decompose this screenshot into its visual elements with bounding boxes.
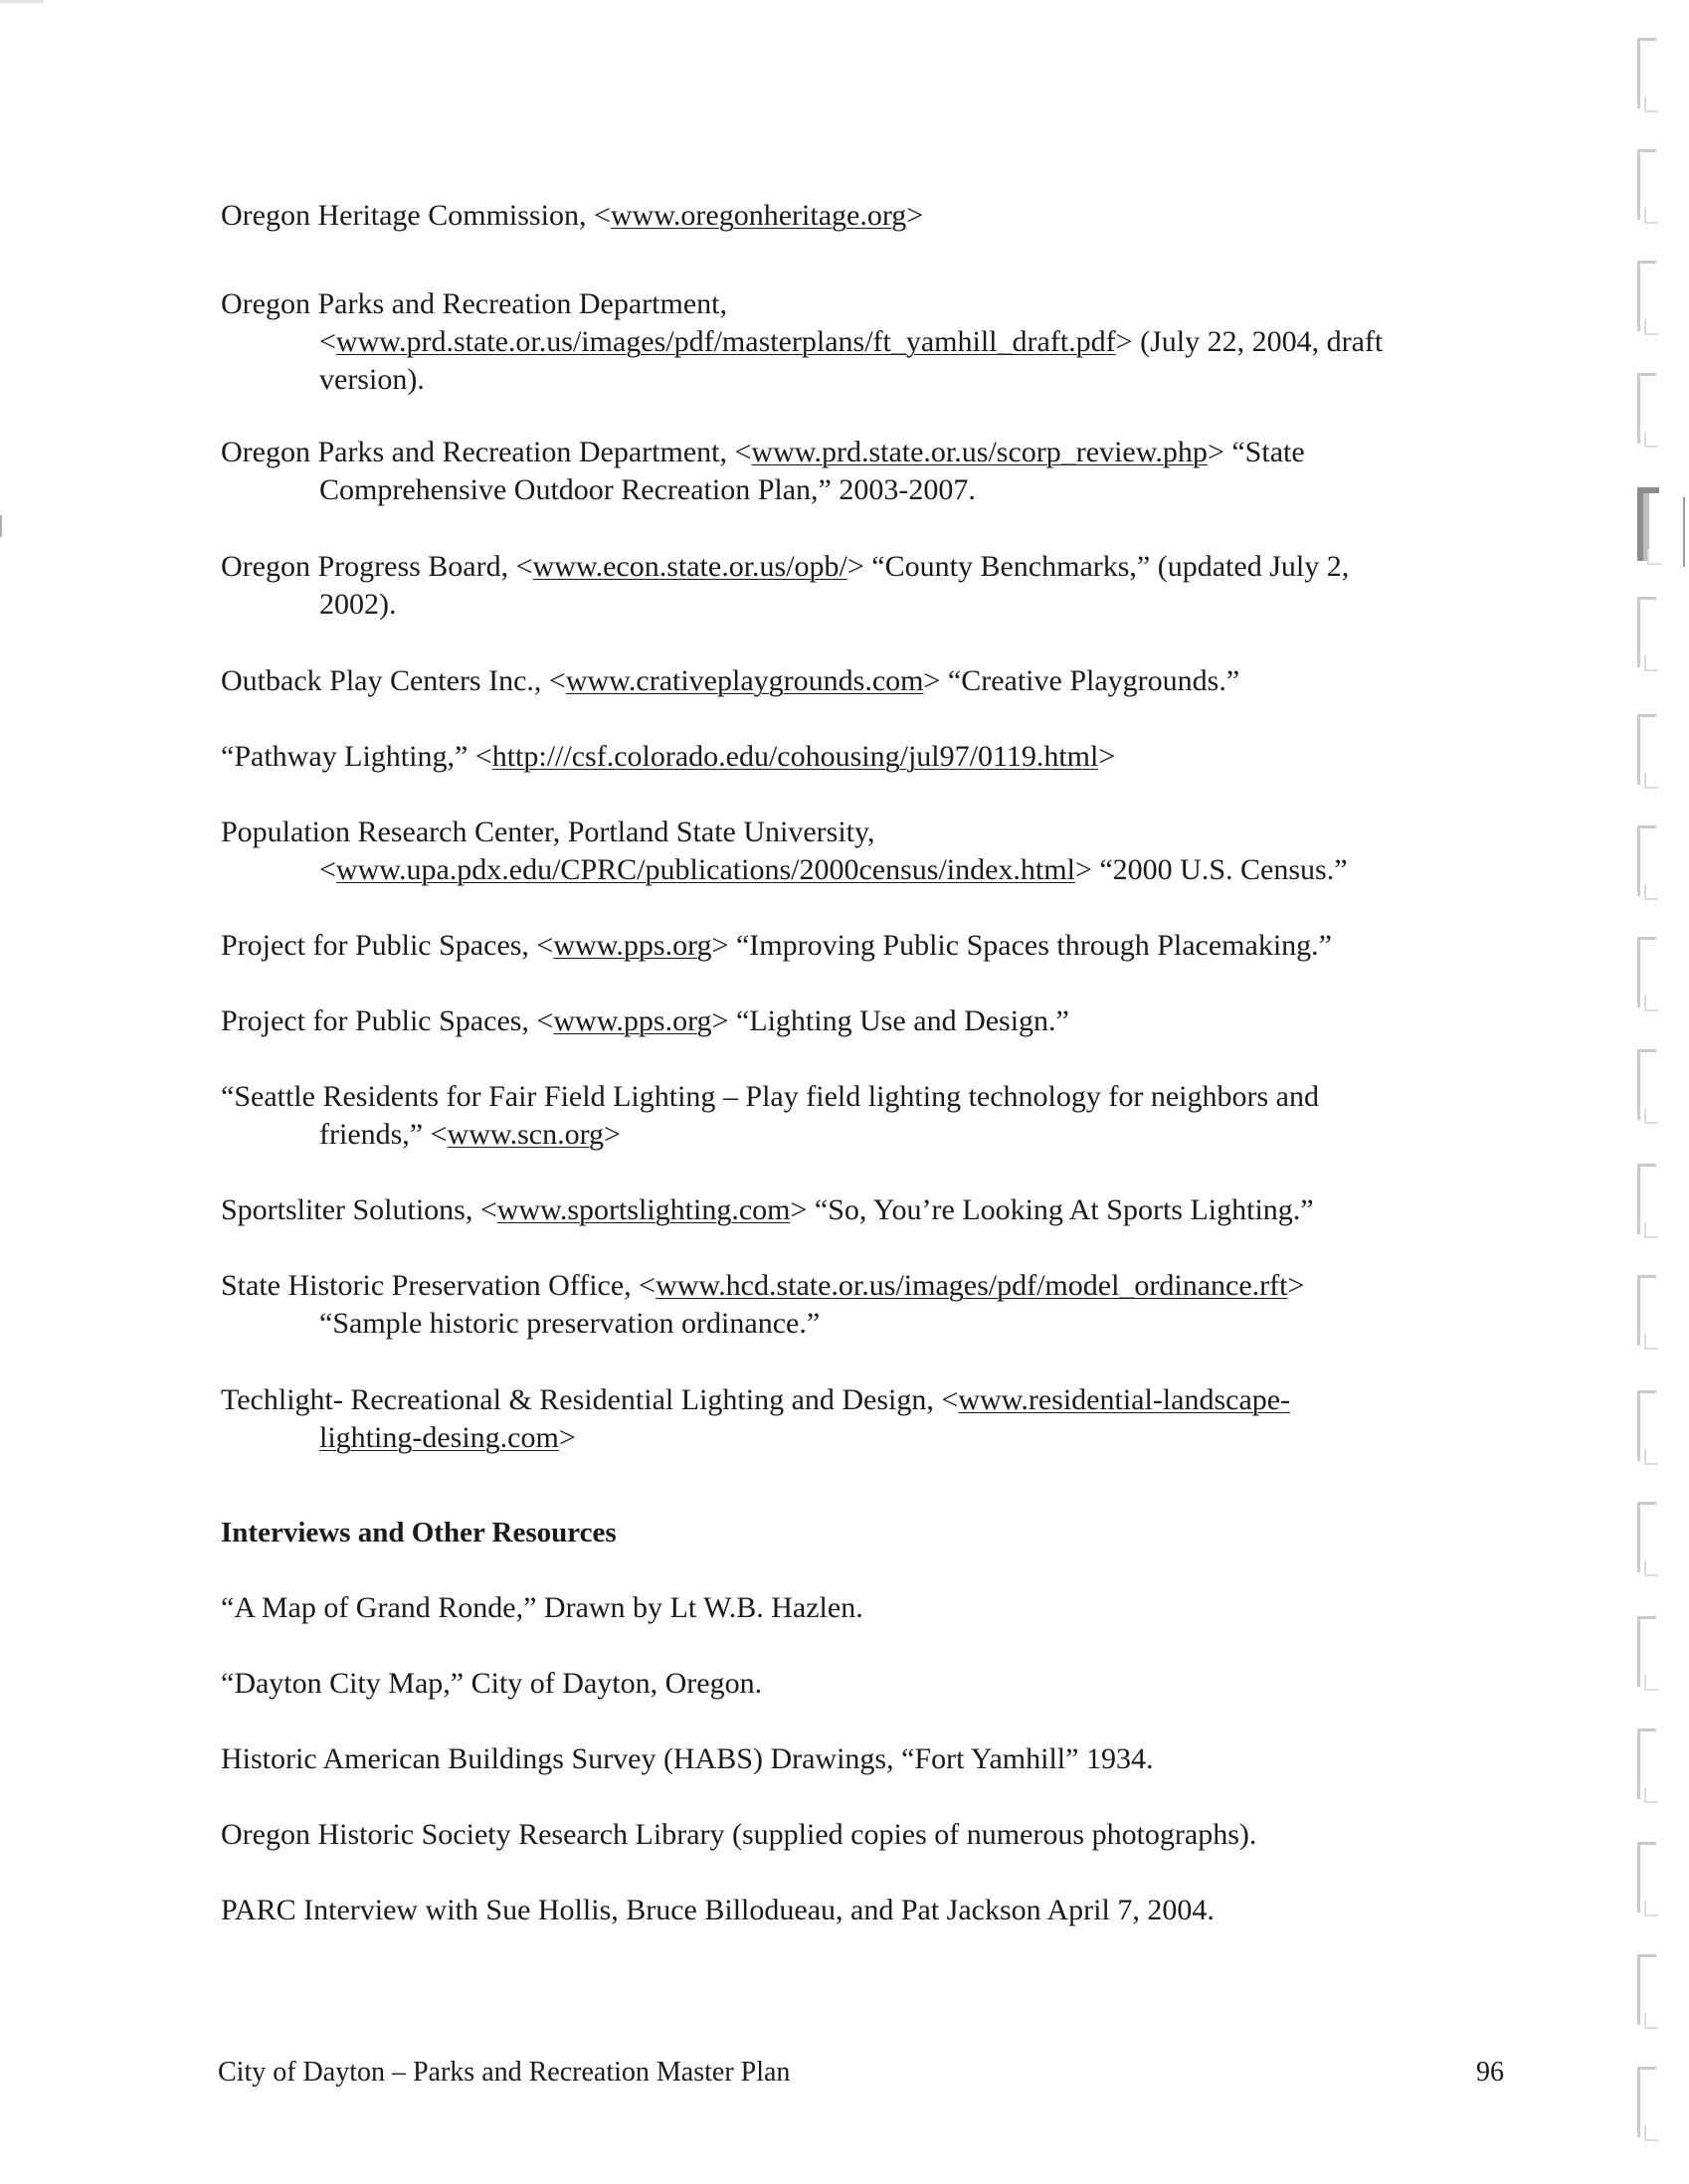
entry-text: Sportsliter Solutions, < [221,1193,497,1226]
entry-text: 2002). [319,588,397,621]
binding-tab [1637,2067,1656,2137]
resource-entry [221,1740,1514,1778]
entry-text: version). [319,363,425,396]
entry-line [221,471,1514,509]
entry-line [221,1419,1514,1457]
resource-text: Oregon Historic Society Research Library (supplied copies of numerous photographs). [221,1818,1257,1851]
entry-line [221,1191,1514,1229]
entry-line [221,361,1514,399]
entry-text: < [319,853,336,886]
entry-line [221,285,1514,323]
entry-line [221,927,1514,965]
entry-text: Project for Public Spaces, < [221,929,554,962]
entry-url: www.scn.org [447,1118,605,1151]
entry-text: Oregon Parks and Recreation Department, < [221,436,752,468]
entry-line [221,1078,1514,1116]
entry-text: friends,” < [319,1118,448,1151]
binding-tab [1637,597,1656,667]
entry-url: lighting-desing.com [319,1421,559,1454]
entry-text: “Pathway Lighting,” < [221,740,492,773]
entry-line [221,1002,1514,1040]
entry-text: Outback Play Centers Inc., < [221,664,566,697]
bibliography-entry [221,1078,1514,1154]
scan-edge-mark [0,515,2,537]
entry-text: Population Research Center, Portland State University, [221,816,875,848]
entry-text: > “County Benchmarks,” (updated July 2, [846,550,1350,583]
entry-line [221,851,1514,889]
resource-entry [221,1892,1514,1929]
entry-line [221,1305,1514,1343]
bibliography-entry [221,1381,1514,1457]
bibliography-entry [221,1267,1514,1343]
entry-line [221,197,1514,235]
bibliography-entry [221,1002,1514,1040]
entry-url: www.sportslighting.com [496,1193,791,1226]
entry-line [221,434,1514,471]
entry-url: www.upa.pdx.edu/CPRC/publications/2000census/index.html [335,853,1075,886]
resource-text: “A Map of Grand Ronde,” Drawn by Lt W.B. Hazlen. [221,1591,863,1624]
entry-text: Project for Public Spaces, < [221,1004,554,1037]
entry-text: > “Lighting Use and Design.” [711,1004,1069,1037]
entry-text: Oregon Heritage Commission, < [221,199,611,232]
entry-line [221,1116,1514,1154]
section-heading: Interviews and Other Resources [221,1517,617,1548]
entry-line [221,1267,1514,1305]
entry-url: www.prd.state.or.us/scorp_review.php [751,436,1208,468]
binding-tab [1637,825,1656,896]
entry-text: State Historic Preservation Office, < [221,1269,657,1302]
entry-text: > [1287,1269,1305,1302]
entry-text: > [604,1118,621,1151]
resource-text: PARC Interview with Sue Hollis, Bruce Billodueau, and Pat Jackson April 7, 2004. [221,1894,1215,1926]
binding-tab [1637,1390,1656,1461]
bibliography-entry [221,285,1514,399]
bibliography-entry [221,548,1514,624]
binding-tab [1637,1502,1656,1572]
resource-entry [221,1589,1514,1627]
bibliography-entry [221,927,1514,965]
entry-text: > “2000 U.S. Census.” [1074,853,1348,886]
binding-tab [1637,1954,1656,2025]
binding-tab [1637,1049,1656,1120]
entry-url: www.pps.org [553,1004,712,1037]
entry-line [221,662,1514,700]
binding-tab [1637,149,1656,220]
entry-url: www.oregonheritage.org [610,199,907,232]
entry-url: www.residential-landscape- [958,1383,1291,1416]
entry-url: http:///csf.colorado.edu/cohousing/jul97/0119.html [491,740,1099,773]
entry-text: Oregon Progress Board, < [221,550,533,583]
binding-tab [1637,1616,1656,1687]
entry-url: www.econ.state.or.us/opb/ [532,550,847,583]
entry-text: Comprehensive Outdoor Recreation Plan,” 2003-2007. [319,473,976,506]
binding-tab [1637,1729,1656,1799]
entry-text: > “So, You’re Looking At Sports Lighting.” [790,1193,1314,1226]
resource-entry [221,1816,1514,1854]
bibliography-entry [221,197,1514,235]
bibliography-entry [221,1191,1514,1229]
entry-text: > [558,1421,576,1454]
binding-tab [1637,261,1656,331]
entry-text: > [906,199,924,232]
binding-tabs [1637,30,1667,2178]
bibliography-entry [221,814,1514,889]
binding-tab [1637,1275,1656,1346]
binding-tab [1637,487,1659,561]
entry-text: > “Improving Public Spaces through Placemaking.” [711,929,1332,962]
footer-title: City of Dayton – Parks and Recreation Master Plan [218,2057,791,2088]
entry-text: < [319,325,336,358]
entry-url: www.pps.org [553,929,712,962]
resource-text: Historic American Buildings Survey (HABS) Drawings, “Fort Yamhill” 1934. [221,1742,1154,1775]
bibliography-entry [221,738,1514,776]
binding-tab [1637,373,1656,444]
binding-tab [1637,1842,1656,1912]
page-number: 96 [1476,2057,1504,2088]
entry-text: “Sample historic preservation ordinance.” [319,1307,821,1340]
binding-tab [1637,1164,1656,1234]
bibliography-entry [221,662,1514,700]
bibliography-entry [221,434,1514,509]
entry-line [221,814,1514,851]
entry-text: > “State [1207,436,1305,468]
resource-text: “Dayton City Map,” City of Dayton, Oregon. [221,1667,763,1700]
entry-text: Techlight- Recreational & Residential Lighting and Design, < [221,1383,959,1416]
entry-line [221,738,1514,776]
scan-corner-mark [0,0,44,3]
entry-line [221,1381,1514,1419]
entry-text: > [1098,740,1116,773]
entry-url: www.prd.state.or.us/images/pdf/masterplans/ft_yamhill_draft.pdf [335,325,1116,358]
binding-tab [1637,38,1656,108]
entry-text: “Seattle Residents for Fair Field Lighting – Play field lighting technology for neighbors and [221,1080,1319,1113]
entry-line [221,548,1514,586]
resource-entry [221,1665,1514,1703]
entry-url: www.hcd.state.or.us/images/pdf/model_ordinance.rft [656,1269,1288,1302]
binding-edge-line [1683,497,1685,567]
entry-line [221,586,1514,624]
entry-text: > “Creative Playgrounds.” [923,664,1240,697]
entry-url: www.crativeplaygrounds.com [565,664,924,697]
entry-text: > (July 22, 2004, draft [1115,325,1384,358]
entry-line [221,323,1514,361]
binding-tab [1637,714,1656,785]
binding-tab [1637,937,1656,1007]
entry-text: Oregon Parks and Recreation Department, [221,287,727,320]
